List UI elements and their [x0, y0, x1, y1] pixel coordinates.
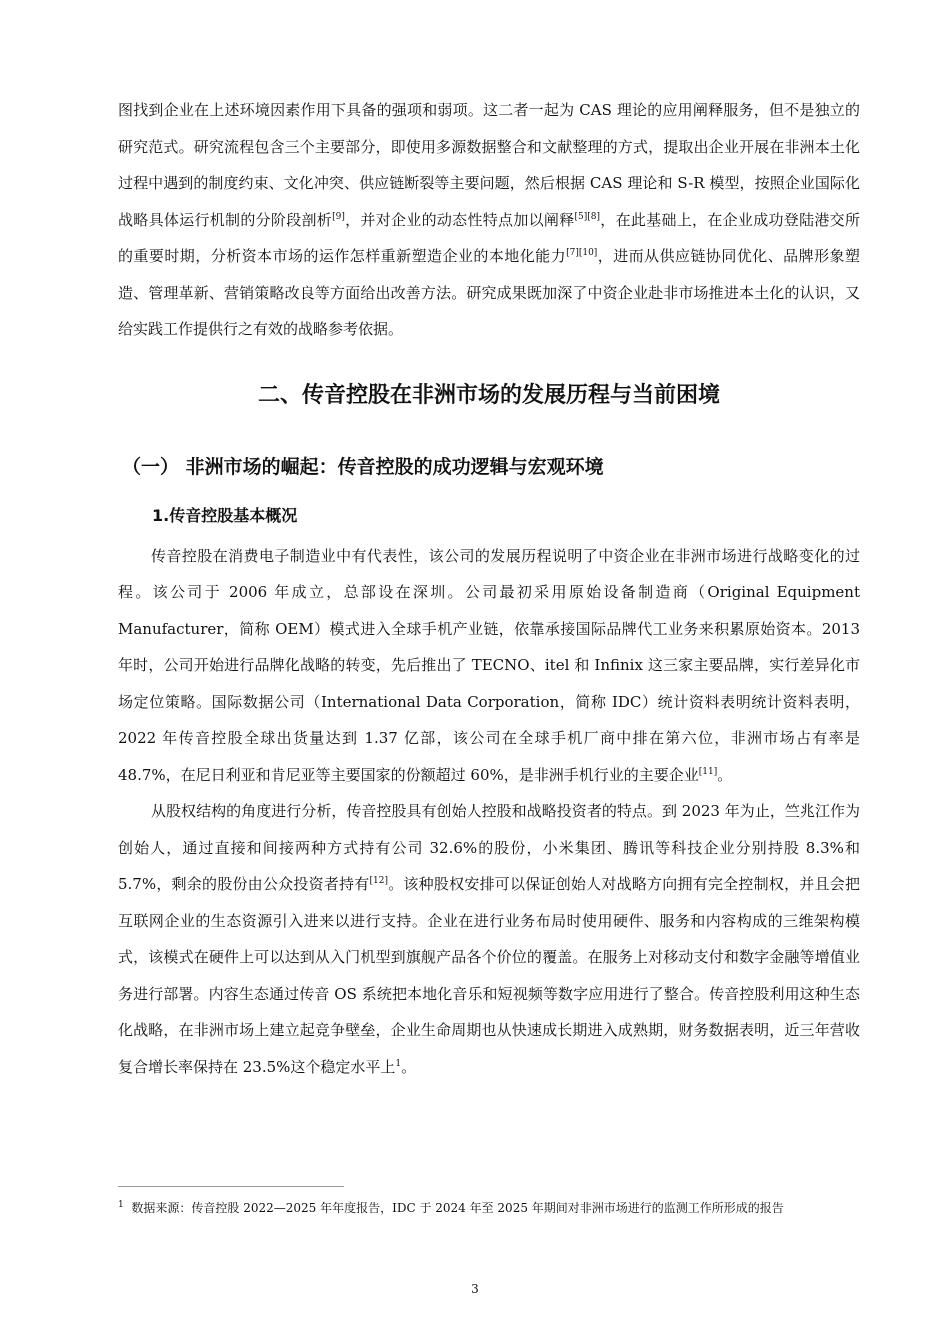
citation: [5][8] [574, 211, 601, 222]
text-run: 。 [717, 765, 733, 784]
page-body [118, 92, 860, 1085]
body-paragraph [118, 793, 860, 1085]
footnote-marker: 1 [395, 1058, 402, 1069]
footnote [118, 1196, 860, 1220]
text-run: 从股权结构的角度进行分析，传音控股具有创始人控股和战略投资者的特点。到 2023 年为止，竺兆江作为创始人，通过直接和间接两种方式持有公司 32.6%的股份，小米集团、腾讯等科技企业分别持股 8.3%和 5.7%，剩余的股份由公众投资者持有 [118, 802, 860, 893]
subsection-heading: （一） 非洲市场的崛起：传音控股的成功逻辑与宏观环境 [122, 455, 604, 478]
footnote-divider [118, 1186, 344, 1187]
text-run: 。 [401, 1057, 417, 1076]
footnote-text: 数据来源：传音控股 2022—2025 年年度报告，IDC 于 2024 年至 2025 年期间对非洲市场进行的监测工作所形成的报告 [131, 1201, 784, 1215]
text-run: 传音控股在消费电子制造业中有代表性，该公司的发展历程说明了中资企业在非洲市场进行战略变化的过程。该公司于 2006 年成立，总部设在深圳。公司最初采用原始设备制造商（Original Equipment Manufacturer，简称 OEM）模式进入全球手机产业链，依靠承接国际品牌代工业务来积累原始资本。2013 年时，公司开始进行品牌化战略的转变，先后推出了 TECNO、itel 和 Infinix 这三家主要品牌，实行差异化市场定位策略。国际数据公司（International Data Corporation，简称 IDC）统计资料表明统计资料表明，2022 年传音控股全球出货量达到 1.37 亿部，该公司在全球手机厂商中排在第六位，非洲市场占有率是 48.7%，在尼日利亚和肯尼亚等主要国家的份额超过 60%，是非洲手机行业的主要企业 [118, 546, 860, 784]
body-paragraph [118, 538, 860, 794]
text-run: 图找到企业在上述环境因素作用下具备的强项和弱项。这二者一起为 CAS 理论的应用阐释服务，但不是独立的研究范式。研究流程包含三个主要部分，即使用多源数据整合和文献整理的方式，提取出企业开展在非洲本土化过程中遇到的制度约束、文化冲突、供应链断裂等主要问题，然后根据 CAS 理论和 S-R 模型，按照企业国际化战略具体运行机制的分阶段剖析 [118, 101, 860, 229]
page-number: 3 [471, 1282, 479, 1296]
text-run: 。该种股权安排可以保证创始人对战略方向拥有完全控制权，并且会把互联网企业的生态资源引入进来以进行支持。企业在进行业务布局时使用硬件、服务和内容构成的三维架构模式，该模式在硬件上可以达到从入门机型到旗舰产品各个价位的覆盖。在服务上对移动支付和数字金融等增值业务进行部署。内容生态通过传音 OS 系统把本地化音乐和短视频等数字应用进行了整合。传音控股利用这种生态化战略，在非洲市场上建立起竞争壁垒，企业生命周期也从快速成长期进入成熟期，财务数据表明，近三年营收复合增长率保持在 23.5%这个稳定水平上 [118, 875, 860, 1076]
footnote-marker: 1 [118, 1200, 124, 1210]
item-heading: 1.传音控股基本概况 [152, 505, 298, 525]
section-heading: 二、传音控股在非洲市场的发展历程与当前困境 [257, 382, 720, 408]
intro-paragraph [118, 92, 860, 348]
citation: [12] [369, 876, 388, 886]
text-run: ，在此基础上，在企业成功登陆港交所的重要时期，分析资本市场的运作怎样重新塑造企业的本地化能力 [118, 210, 860, 265]
citation: [11] [698, 766, 718, 777]
text-run: ，进而从供应链协同优化、品牌形象塑造、管理革新、营销策略改良等方面给出改善方法。研究成果既加深了中资企业赴非市场推进本土化的认识，又给实践工作提供行之有效的战略参考依据。 [118, 247, 860, 338]
citation: [9] [332, 211, 345, 222]
text-run: ，并对企业的动态性特点加以阐释 [344, 210, 575, 229]
citation: [7][10] [566, 248, 598, 258]
